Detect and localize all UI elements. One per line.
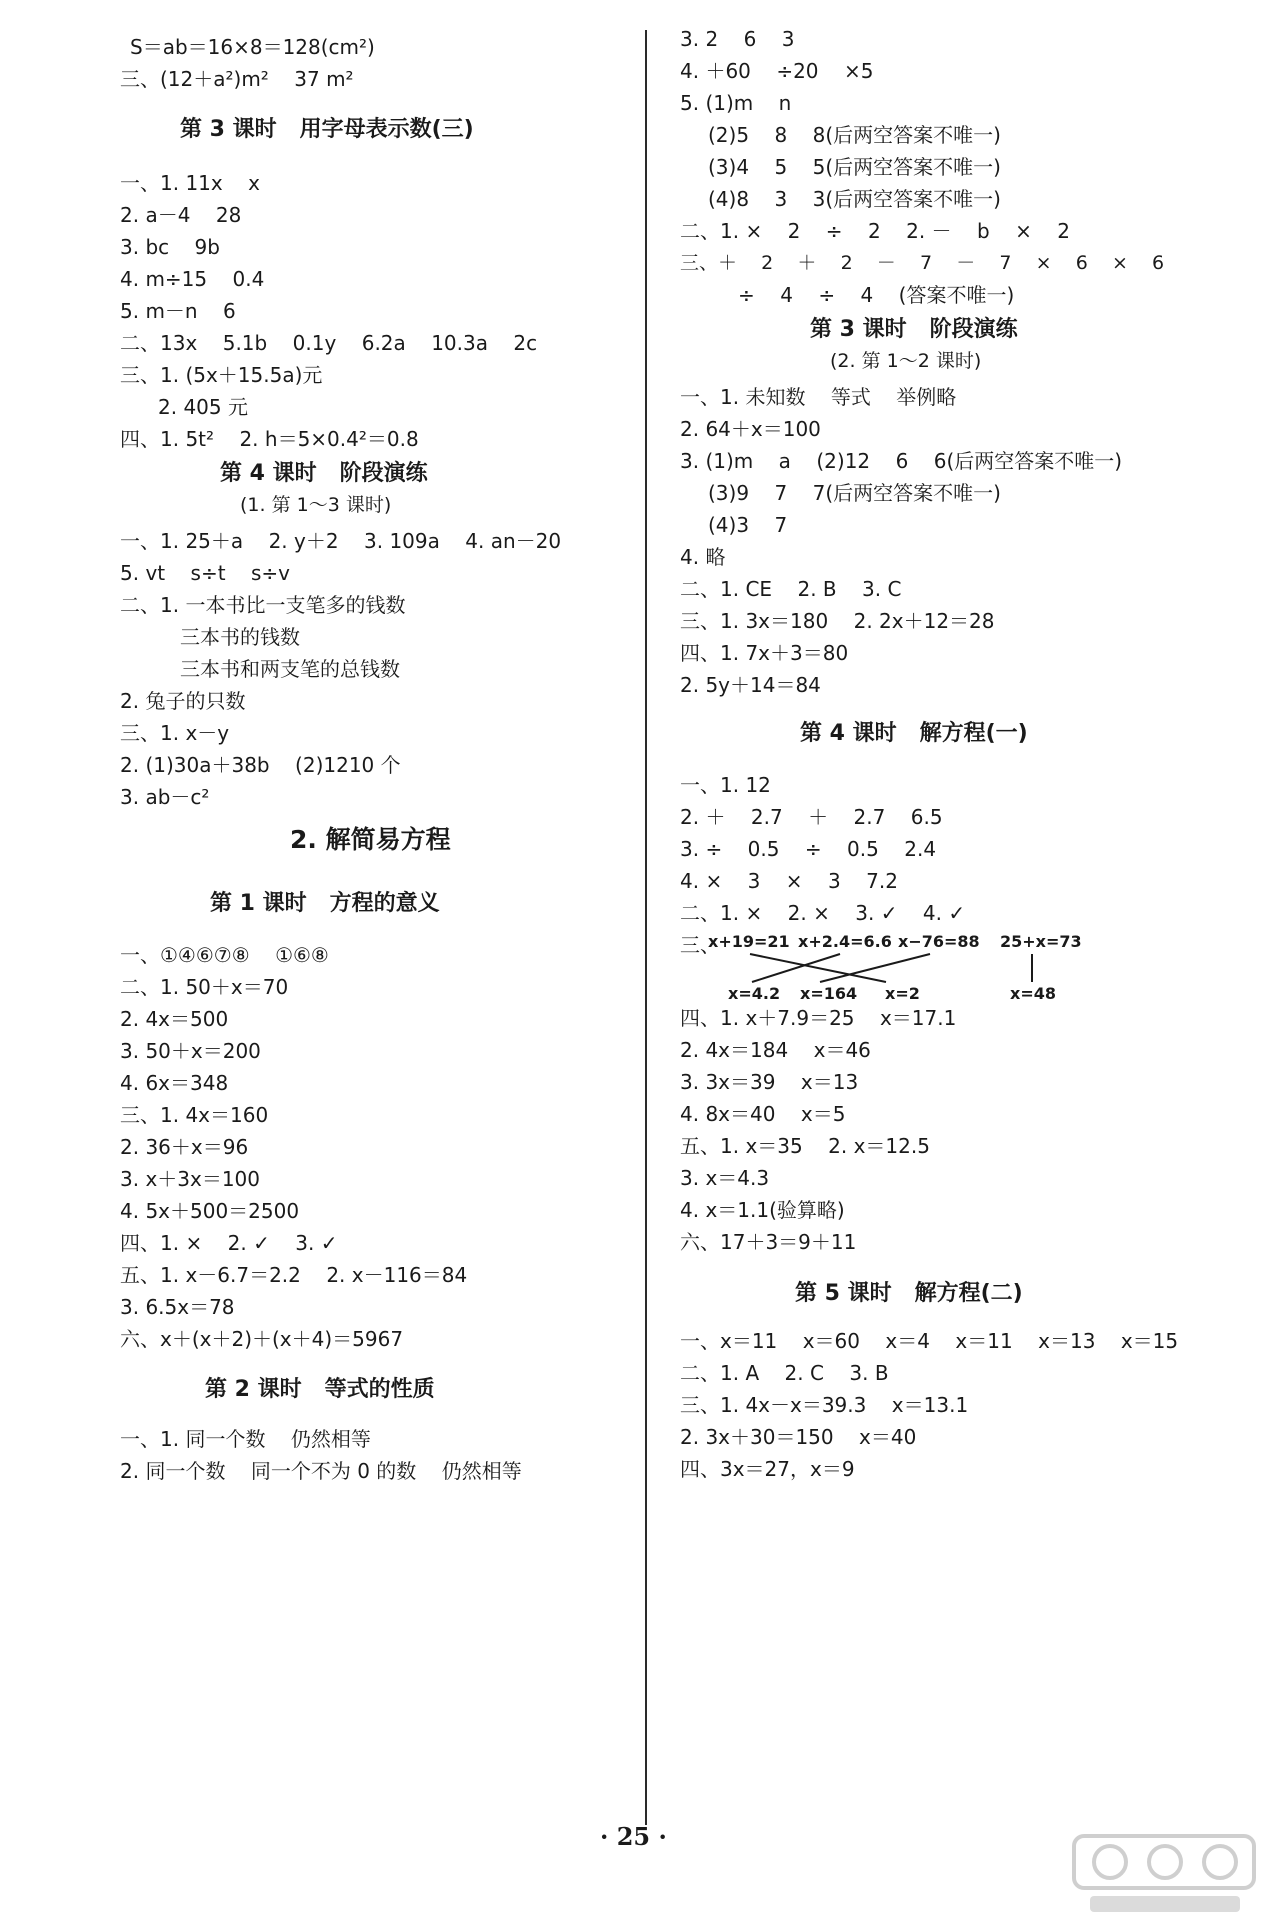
text-line: 2. (1)30a＋38b (2)1210 个 [120, 753, 401, 777]
text-line: 3. 2 6 3 [680, 27, 795, 51]
text-line: 5. m－n 6 [120, 299, 236, 323]
text-line: 4. 8x＝40 x＝5 [680, 1102, 846, 1126]
text-line: 二、1. A 2. C 3. B [680, 1361, 889, 1385]
text-line: 一、1. 11x x [120, 171, 260, 195]
text-line: S＝ab＝16×8＝128(cm²) [130, 35, 375, 59]
text-line: 三本书和两支笔的总钱数 [180, 657, 400, 681]
text-line: (3)4 5 5(后两空答案不唯一) [708, 155, 1001, 179]
text-line: 四、1. 5t² 2. h＝5×0.4²＝0.8 [120, 427, 419, 451]
text-line: 三本书的钱数 [180, 625, 300, 649]
text-line: 六、x＋(x＋2)＋(x＋4)＝5967 [120, 1327, 404, 1351]
text-line: 2. 4x＝184 x＝46 [680, 1038, 871, 1062]
text-line: 三、(12＋a²)m² 37 m² [120, 67, 354, 91]
match-equation: x−76=88 [898, 932, 980, 951]
text-line: 二、1. 一本书比一支笔多的钱数 [120, 593, 406, 617]
text-line: 3. x＝4.3 [680, 1166, 770, 1190]
text-line: 2. a－4 28 [120, 203, 242, 227]
text-line: 一、1. 12 [680, 773, 771, 797]
text-line: ÷ 4 ÷ 4 (答案不唯一) [738, 283, 1015, 307]
page-number: · 25 · [600, 1822, 667, 1851]
text-line: 二、1. × 2 ÷ 2 2. － b × 2 [680, 219, 1071, 243]
match-equation: 25+x=73 [1000, 932, 1082, 951]
text-line: 一、1. 25＋a 2. y＋2 3. 109a 4. an－20 [120, 529, 562, 553]
lesson-heading: 第 2 课时 等式的性质 [205, 1377, 435, 1402]
text-line: 二、1. CE 2. B 3. C [680, 577, 902, 601]
lesson-heading: 第 5 课时 解方程(二) [795, 1281, 1023, 1306]
text-line: 二、13x 5.1b 0.1y 6.2a 10.3a 2c [120, 331, 538, 355]
text-line: 三、1. x－y [120, 721, 230, 745]
column-divider [645, 30, 647, 1825]
text-line: 四、1. 7x＋3＝80 [680, 641, 849, 665]
text-line: 4. m÷15 0.4 [120, 267, 265, 291]
lesson-heading: 第 4 课时 解方程(一) [800, 721, 1028, 746]
text-line: 一、1. 未知数 等式 举例略 [680, 385, 957, 409]
text-line: 3. bc 9b [120, 235, 220, 259]
lesson-subheading: (1. 第 1～3 课时) [240, 494, 392, 516]
text-line: 3. 50＋x＝200 [120, 1039, 261, 1063]
match-prefix: 三、 [680, 933, 720, 957]
text-line: (3)9 7 7(后两空答案不唯一) [708, 481, 1001, 505]
text-line: 五、1. x－6.7＝2.2 2. x－116＝84 [120, 1263, 468, 1287]
text-line: 四、1. × 2. ✓ 3. ✓ [120, 1231, 338, 1255]
lesson-heading: 第 4 课时 阶段演练 [220, 461, 428, 486]
text-line: 一、1. 同一个数 仍然相等 [120, 1427, 371, 1451]
text-line: 5. vt s÷t s÷v [120, 561, 291, 585]
text-line: 三、＋ 2 ＋ 2 － 7 － 7 × 6 × 6 [680, 252, 1165, 274]
text-line: 5. (1)m n [680, 91, 792, 115]
text-line: 4. x＝1.1(验算略) [680, 1198, 845, 1222]
text-line: 2. 同一个数 同一个不为 0 的数 仍然相等 [120, 1459, 522, 1483]
match-solution: x=4.2 [728, 984, 781, 1003]
text-line: 三、1. 4x－x＝39.3 x＝13.1 [680, 1393, 969, 1417]
match-line [750, 954, 886, 982]
match-solution: x=2 [885, 984, 920, 1003]
text-line: 一、x＝11 x＝60 x＝4 x＝11 x＝13 x＝15 [680, 1329, 1179, 1353]
text-line: 三、1. 4x＝160 [120, 1103, 269, 1127]
text-line: 一、①④⑥⑦⑧ ①⑥⑧ [120, 943, 329, 967]
text-line: 3. (1)m a (2)12 6 6(后两空答案不唯一) [680, 449, 1123, 473]
text-line: 四、3x＝27，x＝9 [680, 1457, 855, 1481]
match-solution: x=48 [1010, 984, 1056, 1003]
text-line: 4. ＋60 ÷20 ×5 [680, 59, 874, 83]
text-line: 二、1. × 2. × 3. ✓ 4. ✓ [680, 901, 966, 925]
text-line: 五、1. x＝35 2. x＝12.5 [680, 1134, 930, 1158]
text-line: 4. 略 [680, 545, 726, 569]
text-line: (2)5 8 8(后两空答案不唯一) [708, 123, 1001, 147]
text-line: 2. 兔子的只数 [120, 689, 246, 713]
lesson-heading: 第 1 课时 方程的意义 [210, 891, 440, 916]
text-line: 4. 6x＝348 [120, 1071, 229, 1095]
text-line: 4. 5x＋500＝2500 [120, 1199, 300, 1223]
text-line: 二、1. 50＋x＝70 [120, 975, 289, 999]
text-line: 六、17＋3＝9＋11 [680, 1230, 857, 1254]
match-line [820, 954, 930, 982]
text-line: 2. 36＋x＝96 [120, 1135, 249, 1159]
match-equation: x+19=21 [708, 932, 790, 951]
text-line: 3. ab－c² [120, 785, 210, 809]
text-line: 2. ＋ 2.7 ＋ 2.7 6.5 [680, 805, 943, 829]
text-line: 4. × 3 × 3 7.2 [680, 869, 898, 893]
text-line: 2. 5y＋14＝84 [680, 673, 821, 697]
text-line: 2. 3x＋30＝150 x＝40 [680, 1425, 917, 1449]
text-line: 三、1. 3x＝180 2. 2x＋12＝28 [680, 609, 995, 633]
text-line: 3. ÷ 0.5 ÷ 0.5 2.4 [680, 837, 937, 861]
text-line: 3. x＋3x＝100 [120, 1167, 261, 1191]
text-line: (4)3 7 [708, 513, 788, 537]
match-solution: x=164 [800, 984, 858, 1003]
text-line: 3. 6.5x＝78 [120, 1295, 235, 1319]
chapter-title: 2. 解简易方程 [290, 825, 451, 854]
lesson-subheading: (2. 第 1～2 课时) [830, 350, 982, 372]
lesson-heading: 第 3 课时 阶段演练 [810, 317, 1018, 342]
text-line: 2. 64＋x＝100 [680, 417, 821, 441]
text-line: 3. 3x＝39 x＝13 [680, 1070, 859, 1094]
lesson-heading: 第 3 课时 用字母表示数(三) [180, 117, 474, 142]
text-line: 四、1. x＋7.9＝25 x＝17.1 [680, 1006, 957, 1030]
match-equation: x+2.4=6.6 [798, 932, 892, 951]
match-line [752, 954, 840, 982]
text-line: (4)8 3 3(后两空答案不唯一) [708, 187, 1001, 211]
text-line: 2. 4x＝500 [120, 1007, 229, 1031]
text-line: 三、1. (5x＋15.5a)元 [120, 363, 323, 387]
watermark-logo-icon [1070, 1830, 1260, 1920]
text-line: 2. 405 元 [158, 395, 248, 419]
